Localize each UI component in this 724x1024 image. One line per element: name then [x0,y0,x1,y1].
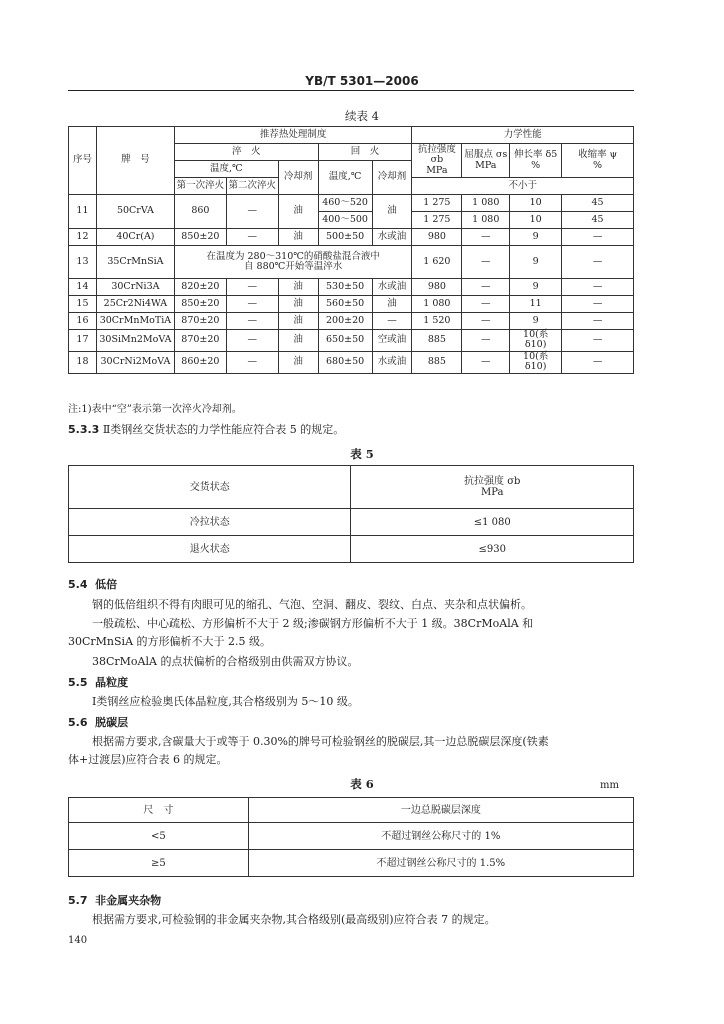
col-header-quench-coolant: 冷却剂 [278,161,318,195]
section-5-4-para-2b: 30CrMnSiA 的方形偏析不大于 2.5 级。 [68,635,271,648]
col-header-tensile: 抗拉强度 σb MPa [412,144,462,178]
table-row: 14 30CrNi3A 820±20 — 油 530±50 水或油 980 — 9 — [69,279,634,296]
table4-note: 注:1)表中“空”表示第一次淬火冷却剂。 [68,404,242,415]
col-header-first-quench: 第一次淬火 [174,178,226,195]
col-header-elongation: 伸长率 δ5 % [510,144,562,178]
section-5-6-heading: 5.6 脱碳层 [68,716,129,729]
header-rule [68,90,634,91]
col-header-depth: 一边总脱碳层深度 [248,798,633,823]
table-row: <5 不超过钢丝公称尺寸的 1% [69,823,634,850]
section-5-7-para-1: 根据需方要求,可检验钢的非金属夹杂物,其合格级别(最高级别)应符合表 7 的规定。 [92,913,496,926]
col-header-grade: 牌 号 [96,127,174,195]
col-header-quench-temp: 温度,℃ [174,161,278,178]
col-header-temper-temp: 温度,℃ [318,161,372,195]
col-header-size: 尺 寸 [69,798,249,823]
col-header-mechanical: 力学性能 [412,127,634,144]
table-row: 13 35CrMnSiA 在温度为 280～310℃的硝酸盐混合液中 自 880℃开始等温淬水 1 620 — 9 — [69,246,634,279]
col-header-delivery-state: 交货状态 [69,466,351,509]
col-header-not-less-than: 不小于 [412,178,634,195]
table6-caption: 表 6 [350,777,374,791]
section-5-5-para-1: Ⅰ类钢丝应检验奥氏体晶粒度,其合格级别为 5～10 级。 [92,695,359,708]
table-row: 17 30SiMn2MoVA 870±20 — 油 650±50 空或油 885 — 10(系 δ10) — [69,330,634,352]
col-header-reduction: 收缩率 ψ % [562,144,634,178]
section-5-4-heading: 5.4 低倍 [68,578,118,591]
table-6 [68,797,634,877]
table-row: 冷拉状态 ≤1 080 [69,509,634,536]
section-text: Ⅱ类钢丝交货状态的力学性能应符合表 5 的规定。 [102,423,345,436]
table-5 [68,465,634,563]
section-5-6-para-1b: 体+过渡层)应符合表 6 的规定。 [68,753,228,766]
table-row: 12 40Cr(A) 850±20 — 油 500±50 水或油 980 — 9 — [69,229,634,246]
table-row: 16 30CrMnMoTiA 870±20 — 油 200±20 — 1 520 — 9 — [69,313,634,330]
standard-header: YB/T 5301—2006 [305,74,419,88]
table6-unit: mm [600,780,619,791]
table-row: 15 25Cr2Ni4WA 850±20 — 油 560±50 油 1 080 — 11 — [69,296,634,313]
section-5-4-para-2a: 一般疏松、中心疏松、方形偏析不大于 2 级;渗碳钢方形偏析不大于 1 级。38CrMoAlA 和 [92,617,534,630]
col-header-temper: 回 火 [318,144,412,161]
col-header-second-quench: 第二次淬火 [226,178,278,195]
table-4 [68,126,634,374]
col-header-seq: 序号 [69,127,97,195]
col-header-quench: 淬 火 [174,144,318,161]
col-header-tensile: 抗拉强度 σb MPa [351,466,634,509]
section-5-7-heading: 5.7 非金属夹杂物 [68,894,162,907]
table4-caption: 续表 4 [345,109,379,123]
table-row: 11 50CrVA 860 — 油 460～520 油 1 275 1 080 10 45 [69,195,634,212]
col-header-heat-treatment: 推荐热处理制度 [174,127,412,144]
section-5-3-3 [68,422,344,438]
section-5-4-para-3: 38CrMoAlA 的点状偏析的合格级别由供需双方协议。 [92,655,359,668]
section-number: 5.3.3 [68,423,100,436]
section-5-4-para-1: 钢的低倍组织不得有肉眼可见的缩孔、气泡、空洞、翻皮、裂纹、白点、夹杂和点状偏析。 [92,598,532,611]
section-5-6-para-1a: 根据需方要求,含碳量大于或等于 0.30%的牌号可检验钢丝的脱碳层,其一边总脱碳层深度(铁素 [92,735,549,748]
table-row: 退火状态 ≤930 [69,536,634,563]
table-row: 18 30CrNi2MoVA 860±20 — 油 680±50 水或油 885 — 10(系 δ10) — [69,351,634,373]
col-header-yield: 屈服点 σs MPa [462,144,510,178]
section-5-5-heading: 5.5 晶粒度 [68,676,129,689]
page-number: 140 [68,935,88,946]
table-row: ≥5 不超过钢丝公称尺寸的 1.5% [69,850,634,877]
col-header-temper-coolant: 冷却剂 [372,161,412,195]
table-row: 400～500 1 275 1 080 10 45 [69,212,634,229]
table5-caption: 表 5 [350,447,374,461]
